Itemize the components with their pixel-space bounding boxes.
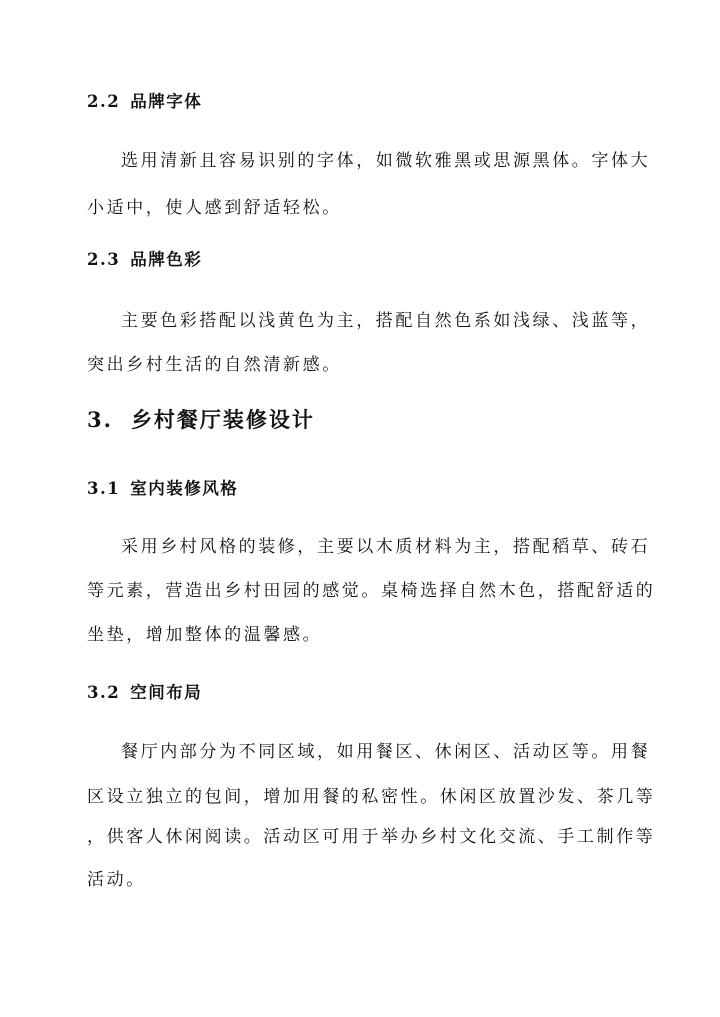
- paragraph-line: 主要色彩搭配以浅黄色为主，搭配自然色系如浅绿、浅蓝等，: [121, 311, 651, 331]
- section-number: 3.2: [87, 683, 121, 702]
- paragraph-line: 餐厅内部分为不同区域，如用餐区、休闲区、活动区等。用餐: [121, 742, 651, 762]
- section-number: 2.2: [87, 92, 121, 111]
- section-heading-2-2: [87, 88, 202, 112]
- section-number: 3.1: [87, 479, 121, 498]
- paragraph-line: 坐垫，增加整体的温馨感。: [87, 625, 323, 645]
- section-title: 品牌字体: [130, 92, 203, 111]
- section-heading-3-1: [87, 475, 238, 499]
- paragraph-line: 活动。: [87, 870, 146, 890]
- chapter-title: 乡村餐厅装修设计: [130, 407, 315, 432]
- chapter-heading-3: [87, 404, 315, 434]
- paragraph-line: 区设立独立的包间，增加用餐的私密性。休闲区放置沙发、茶几等: [87, 787, 656, 807]
- section-number: 2.3: [87, 250, 121, 269]
- paragraph-line: 选用清新且容易识别的字体，如微软雅黑或思源黑体。字体大: [121, 151, 651, 171]
- paragraph-line: 突出乡村生活的自然清新感。: [87, 355, 342, 375]
- paragraph-line: ，供客人休闲阅读。活动区可用于举办乡村文化交流、手工制作等: [87, 827, 656, 847]
- section-title: 室内装修风格: [130, 479, 239, 498]
- chapter-number: 3.: [87, 407, 113, 432]
- paragraph-line: 小适中，使人感到舒适轻松。: [87, 198, 342, 218]
- paragraph-line: 等元素，营造出乡村田园的感觉。桌椅选择自然木色，搭配舒适的: [87, 581, 656, 601]
- section-title: 品牌色彩: [130, 250, 203, 269]
- section-heading-3-2: [87, 679, 202, 703]
- paragraph-line: 采用乡村风格的装修，主要以木质材料为主，搭配稻草、砖石: [121, 537, 651, 557]
- section-title: 空间布局: [130, 683, 203, 702]
- section-heading-2-3: [87, 246, 202, 270]
